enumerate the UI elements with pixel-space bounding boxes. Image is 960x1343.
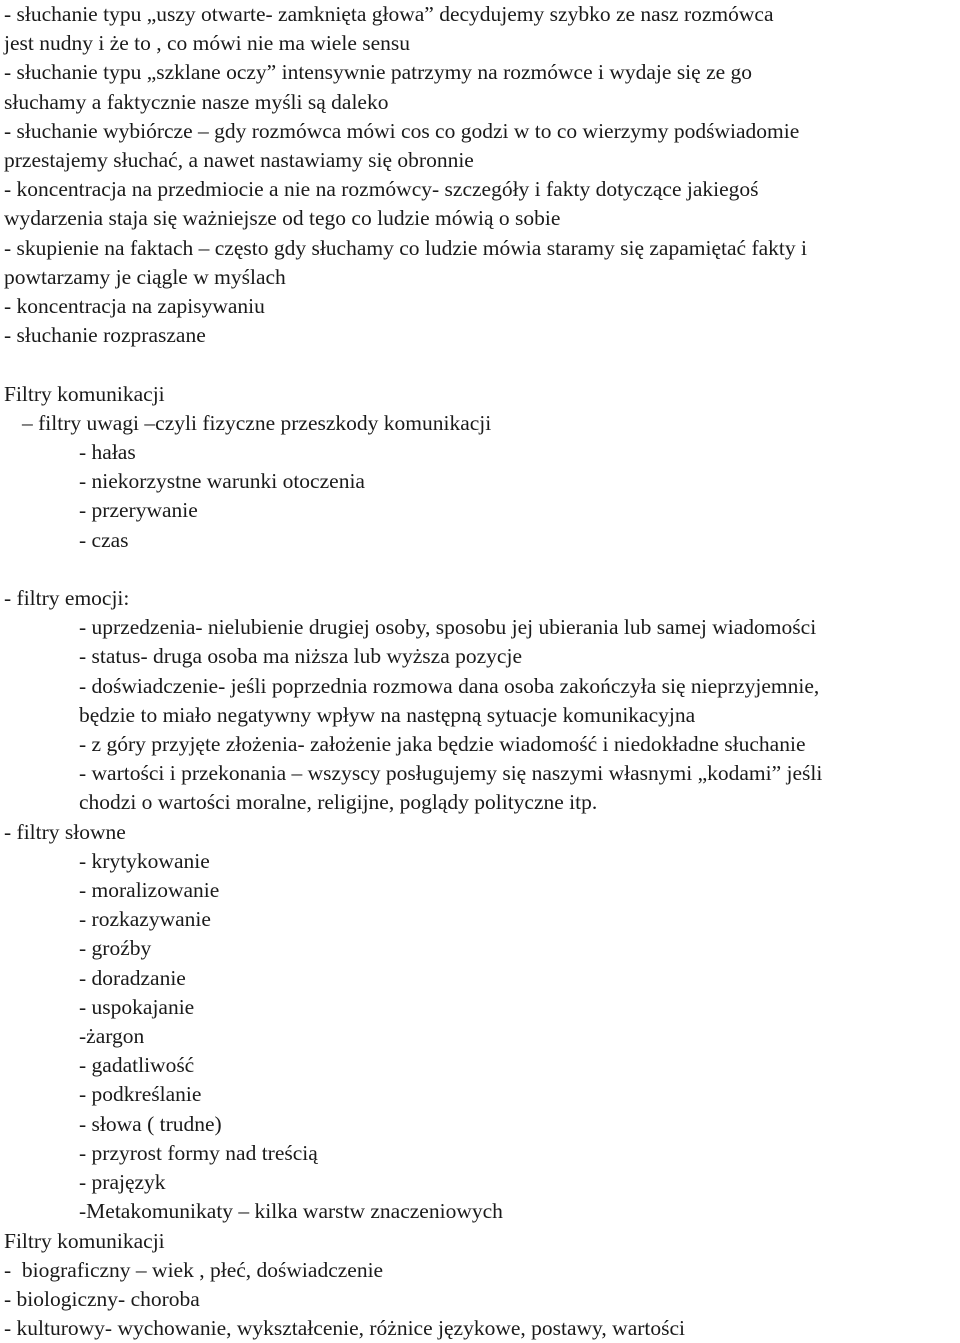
list-item: - rozkazywanie [4,905,960,934]
text-line: powtarzamy je ciągle w myślach [4,263,960,292]
list-item: - hałas [4,438,960,467]
list-item: - czas [4,526,960,555]
section-heading: Filtry komunikacji [4,380,960,409]
communication-filters-section-2 [4,1227,960,1343]
text-line: będzie to miało negatywny wpływ na następną sytuacje komunikacyjna [4,701,960,730]
list-item: - groźby [4,934,960,963]
communication-filters-section [4,380,960,1227]
text-line: jest nudny i że to , co mówi nie ma wiele sensu [4,29,960,58]
text-line: - biologiczny- choroba [4,1285,960,1314]
text-line: - status- druga osoba ma niższa lub wyższa pozycje [4,642,960,671]
emotion-filters-heading: - filtry emocji: [4,584,960,613]
text-line: - koncentracja na przedmiocie a nie na rozmówcy- szczegóły i fakty dotyczące jakiegoś [4,175,960,204]
text-line: - kulturowy- wychowanie, wykształcenie, różnice językowe, postawy, wartości [4,1314,960,1343]
list-item: - słowa ( trudne) [4,1110,960,1139]
attention-filters-heading: – filtry uwagi –czyli fizyczne przeszkody komunikacji [4,409,960,438]
list-item: - krytykowanie [4,847,960,876]
text-line: - wartości i przekonania – wszyscy posługujemy się naszymi własnymi „kodami” jeśli [4,759,960,788]
list-item: - przyrost formy nad treścią [4,1139,960,1168]
list-item: - prajęzyk [4,1168,960,1197]
text-line: - słuchanie wybiórcze – gdy rozmówca mówi cos co godzi w to co wierzymy podświadomie [4,117,960,146]
verbal-filters-heading: - filtry słowne [4,818,960,847]
attention-filters-list [4,438,960,555]
section-heading: Filtry komunikacji [4,1227,960,1256]
list-item: -żargon [4,1022,960,1051]
emotion-filters-list [4,613,960,817]
text-line: - z góry przyjęte złożenia- założenie jaka będzie wiadomość i niedokładne słuchanie [4,730,960,759]
text-line: - biograficzny – wiek , płeć, doświadczenie [4,1256,960,1285]
list-item: - moralizowanie [4,876,960,905]
text-line: - słuchanie typu „uszy otwarte- zamknięta głowa” decydujemy szybko ze nasz rozmówca [4,0,960,29]
text-line: - słuchanie typu „szklane oczy” intensywnie patrzymy na rozmówce i wydaje się ze go [4,58,960,87]
text-line: - doświadczenie- jeśli poprzednia rozmowa dana osoba zakończyła się nieprzyjemnie, [4,672,960,701]
text-line: - słuchanie rozpraszane [4,321,960,350]
spacer [4,555,960,584]
text-line: - uprzedzenia- nielubienie drugiej osoby, sposobu jej ubierania lub samej wiadomości [4,613,960,642]
text-line: - koncentracja na zapisywaniu [4,292,960,321]
list-item: - niekorzystne warunki otoczenia [4,467,960,496]
list-item: - doradzanie [4,964,960,993]
list-item: - gadatliwość [4,1051,960,1080]
text-line: chodzi o wartości moralne, religijne, poglądy polityczne itp. [4,788,960,817]
listening-types-list [4,0,960,350]
verbal-filters-list [4,847,960,1227]
text-line: wydarzenia staja się ważniejsze od tego co ludzie mówią o sobie [4,204,960,233]
list-item: - przerywanie [4,496,960,525]
text-line: - skupienie na faktach – często gdy słuchamy co ludzie mówia staramy się zapamiętać fakty i [4,234,960,263]
list-item: -Metakomunikaty – kilka warstw znaczeniowych [4,1197,960,1226]
list-item: - podkreślanie [4,1080,960,1109]
spacer [4,350,960,379]
text-line: słuchamy a faktycznie nasze myśli są daleko [4,88,960,117]
text-line: przestajemy słuchać, a nawet nastawiamy się obronnie [4,146,960,175]
list-item: - uspokajanie [4,993,960,1022]
